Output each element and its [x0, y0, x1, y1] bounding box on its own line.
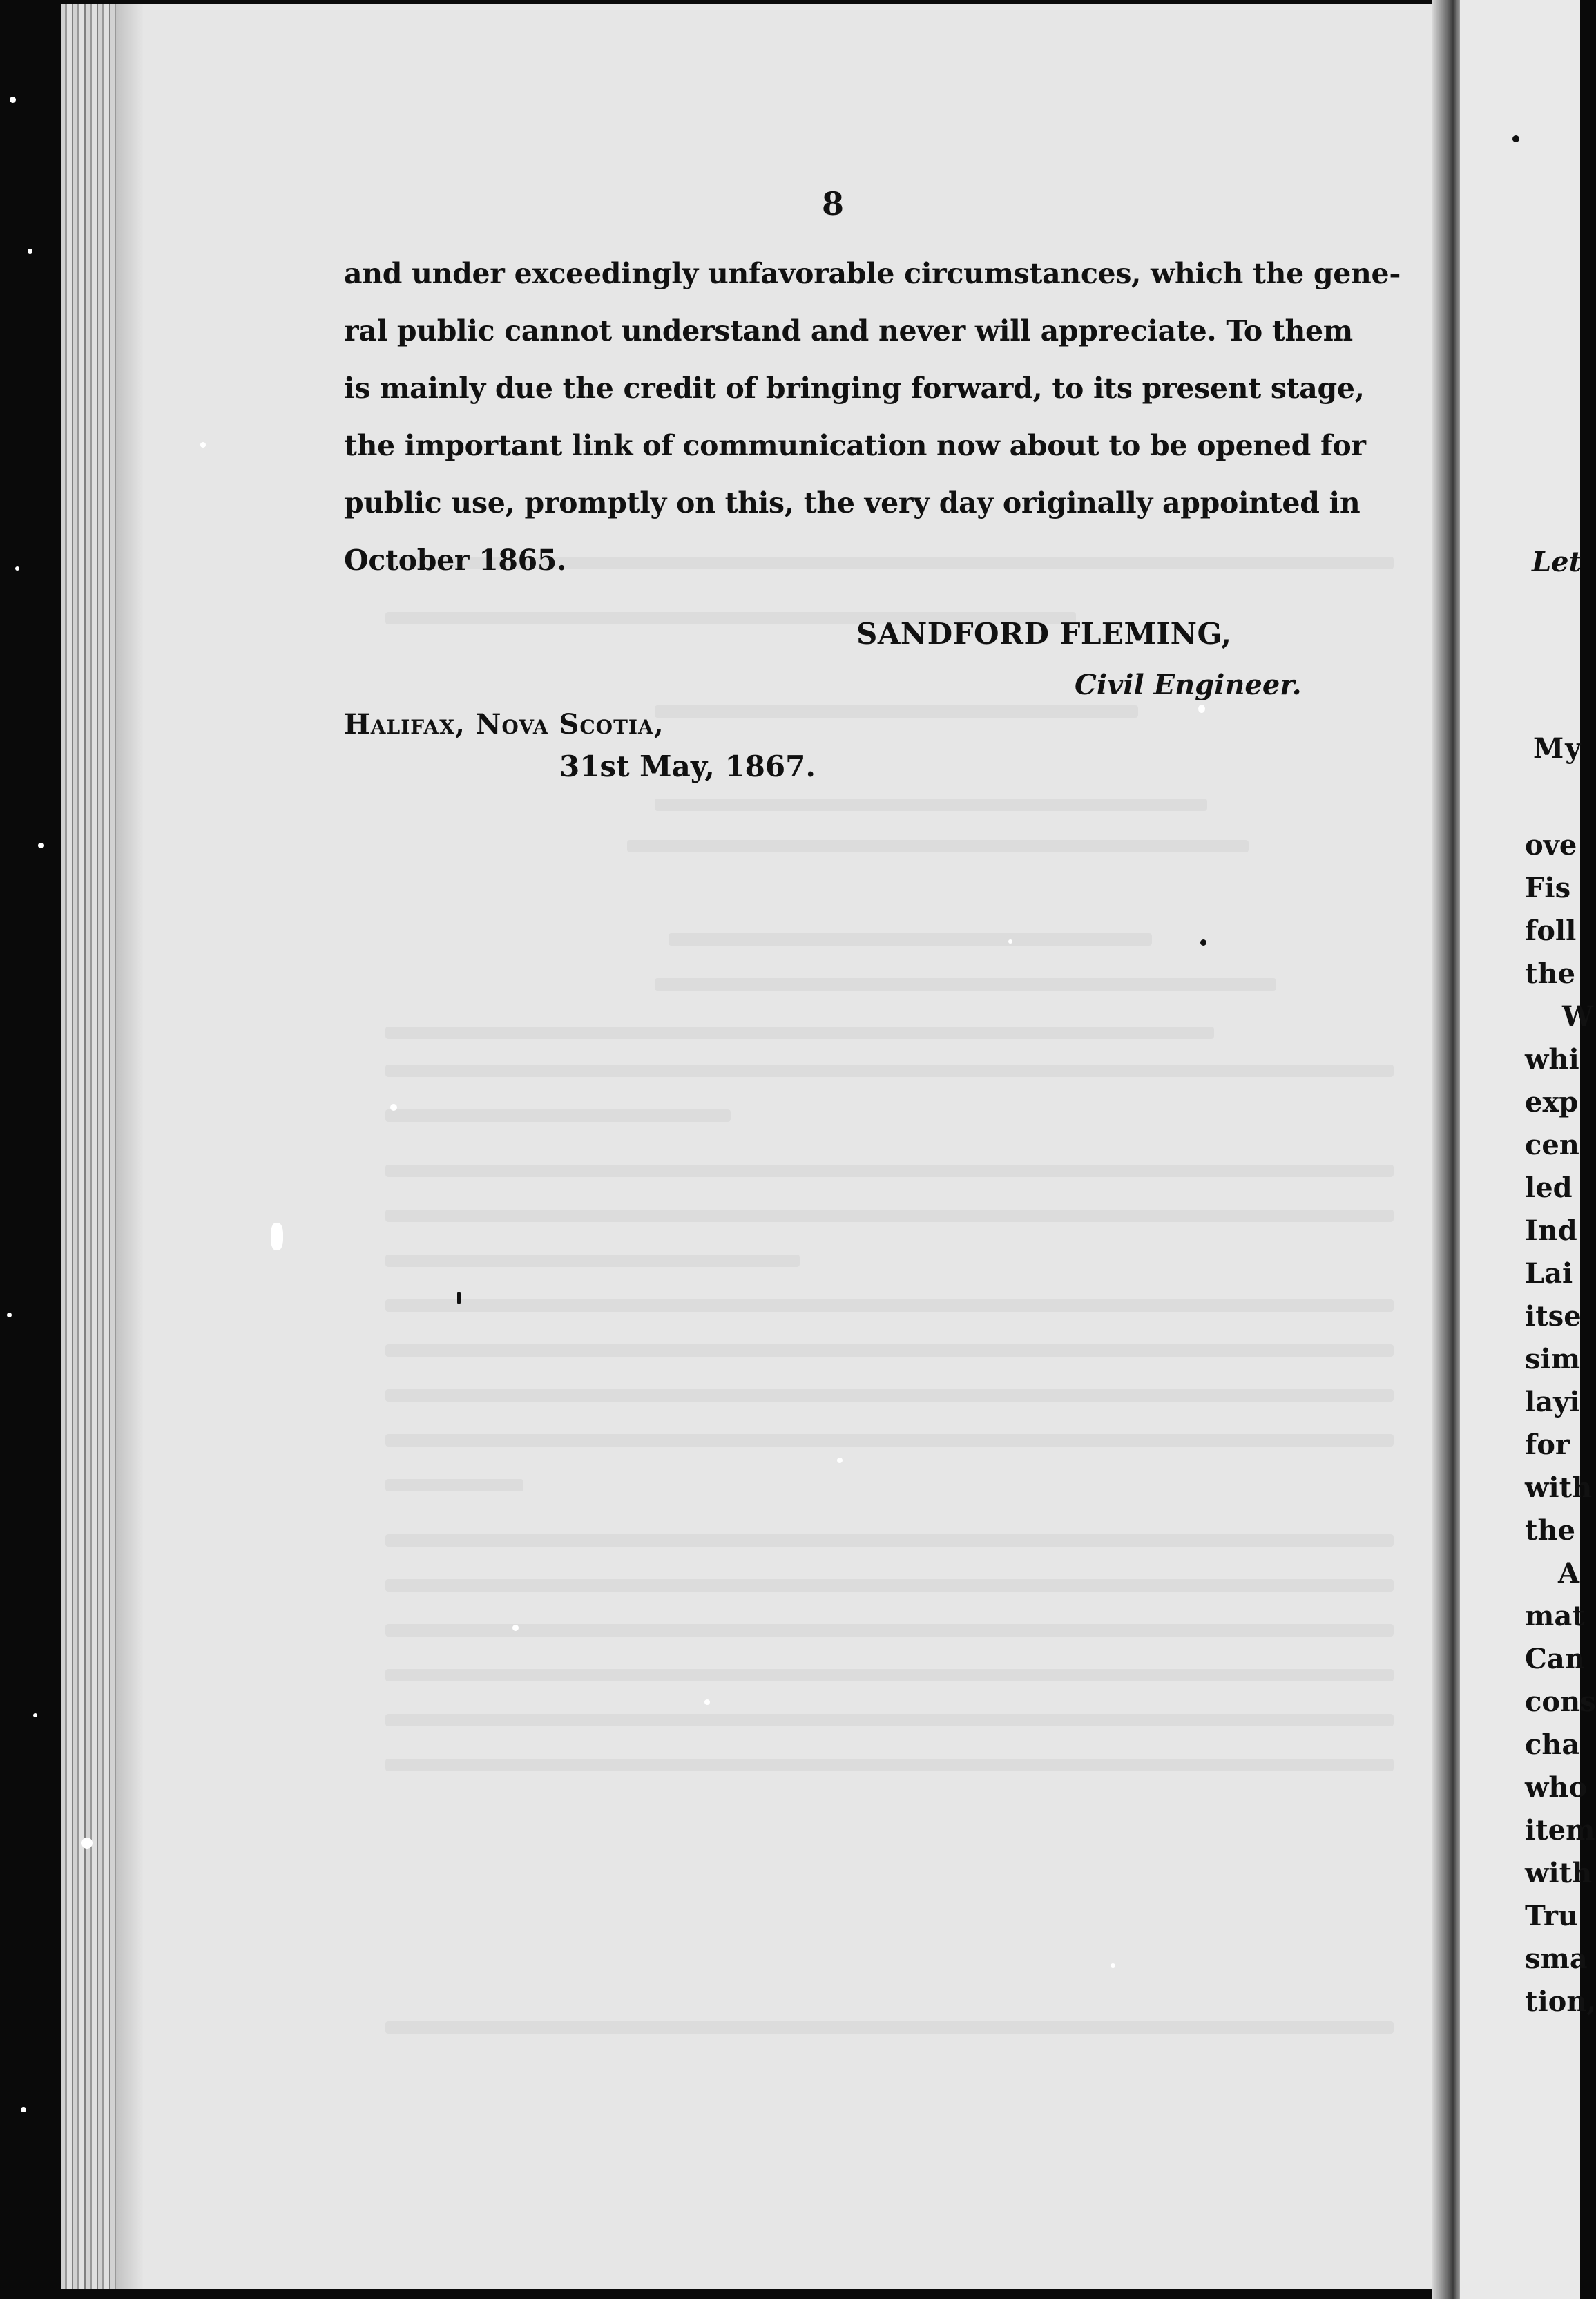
- scan-speck: [1198, 705, 1205, 713]
- facing-page-fragment: My: [1533, 732, 1583, 765]
- facing-page-fragment: Ind: [1525, 1214, 1577, 1247]
- body-text-line: the important link of communication now about to be opened for: [344, 429, 1366, 462]
- bleed-through: [385, 1624, 1394, 1637]
- bleed-through: [385, 1534, 1394, 1547]
- facing-page-fragment: A: [1558, 1557, 1580, 1590]
- facing-page-fragment: sma: [1525, 1943, 1588, 1975]
- bleed-through: [385, 1255, 800, 1267]
- facing-page-fragment: item: [1525, 1814, 1595, 1847]
- bleed-through: [669, 933, 1152, 946]
- facing-page-fragment: Fis: [1525, 872, 1571, 904]
- facing-page-fragment: Lai: [1525, 1257, 1573, 1290]
- bleed-through: [385, 1714, 1394, 1726]
- signature-title: Civil Engineer.: [1075, 669, 1302, 701]
- bleed-through: [385, 1479, 523, 1491]
- bleed-through: [385, 1669, 1394, 1681]
- page-number: 8: [822, 185, 845, 222]
- scan-speck: [15, 566, 19, 571]
- facing-page-fragment: Can: [1525, 1643, 1585, 1675]
- bleed-through: [627, 840, 1249, 852]
- bleed-through: [385, 1434, 1394, 1447]
- bleed-through: [385, 1027, 1214, 1039]
- facing-page-fragment: whi: [1525, 1043, 1579, 1076]
- facing-page-fragment: the: [1525, 957, 1576, 990]
- facing-page-fragment: cha: [1525, 1728, 1580, 1761]
- facing-page-fragment: W: [1562, 1000, 1593, 1033]
- scan-speck: [837, 1458, 843, 1463]
- facing-page-fragment: led: [1525, 1172, 1573, 1204]
- facing-page-fragment: Let: [1532, 546, 1582, 578]
- scan-speck: [271, 1223, 283, 1250]
- facing-page-fragment: ove: [1525, 829, 1577, 861]
- bleed-through: [385, 1759, 1394, 1771]
- facing-page-fragment: itse: [1525, 1300, 1581, 1333]
- facing-page-fragment: layi: [1525, 1386, 1580, 1418]
- ink-speck: [1200, 939, 1206, 946]
- bleed-through: [385, 1165, 1394, 1177]
- facing-page-fragment: with: [1525, 1857, 1593, 1889]
- facing-page-fragment: who: [1525, 1771, 1588, 1804]
- date-line: 31st May, 1867.: [559, 750, 816, 783]
- facing-page-fragment: exp: [1525, 1086, 1579, 1118]
- place-line: Halifax, Nova Scotia,: [344, 708, 664, 741]
- bleed-through: [385, 1389, 1394, 1402]
- facing-page-fragment: foll: [1525, 915, 1577, 947]
- bleed-through: [385, 2021, 1394, 2034]
- body-text-line: public use, promptly on this, the very day originally appointed in: [344, 486, 1361, 519]
- scan-speck: [10, 97, 16, 103]
- scan-speck: [21, 2107, 26, 2112]
- scan-speck: [28, 249, 32, 254]
- body-text-line: ral public cannot understand and never will appreciate. To them: [344, 314, 1353, 347]
- scan-speck: [1008, 939, 1012, 944]
- facing-page-fragment: mat: [1525, 1600, 1585, 1632]
- bleed-through: [655, 978, 1276, 991]
- facing-page-fragment: cen: [1525, 1129, 1579, 1161]
- signature-name: SANDFORD FLEMING,: [856, 617, 1232, 651]
- bleed-through: [655, 799, 1207, 811]
- scan-speck: [200, 442, 206, 448]
- facing-page-fragment: Tru: [1525, 1900, 1579, 1932]
- bleed-through: [385, 1109, 731, 1122]
- facing-page-fragment: sim: [1525, 1343, 1581, 1375]
- page-edges: [61, 4, 144, 2289]
- scan-speck: [33, 1713, 37, 1717]
- scan-speck: [390, 1104, 397, 1111]
- book-gutter: [1432, 0, 1460, 2299]
- bleed-through: [385, 1344, 1394, 1357]
- body-text-line: and under exceedingly unfavorable circumstances, which the gene-: [344, 257, 1401, 290]
- facing-page-fragment: tion,: [1525, 1985, 1596, 2018]
- facing-page-fragment: the: [1525, 1514, 1576, 1547]
- body-text-line: is mainly due the credit of bringing forward, to its present stage,: [344, 372, 1365, 405]
- bleed-through: [385, 1579, 1394, 1592]
- body-text-line: October 1865.: [344, 544, 567, 577]
- scan-speck: [81, 1838, 93, 1849]
- scan-speck: [704, 1699, 710, 1705]
- ink-speck: [457, 1292, 461, 1304]
- scan-speck: [7, 1313, 12, 1317]
- facing-page-fragment: with: [1525, 1471, 1593, 1504]
- scan-speck: [38, 843, 44, 848]
- bleed-through: [385, 1065, 1394, 1077]
- scan-speck: [512, 1625, 519, 1631]
- ink-speck: [1512, 135, 1519, 142]
- bleed-through: [385, 1210, 1394, 1222]
- bleed-through: [655, 705, 1138, 718]
- facing-page-fragment: for: [1525, 1429, 1570, 1461]
- scan-speck: [1111, 1963, 1115, 1968]
- bleed-through: [385, 1299, 1394, 1312]
- facing-page-fragment: cons: [1525, 1686, 1596, 1718]
